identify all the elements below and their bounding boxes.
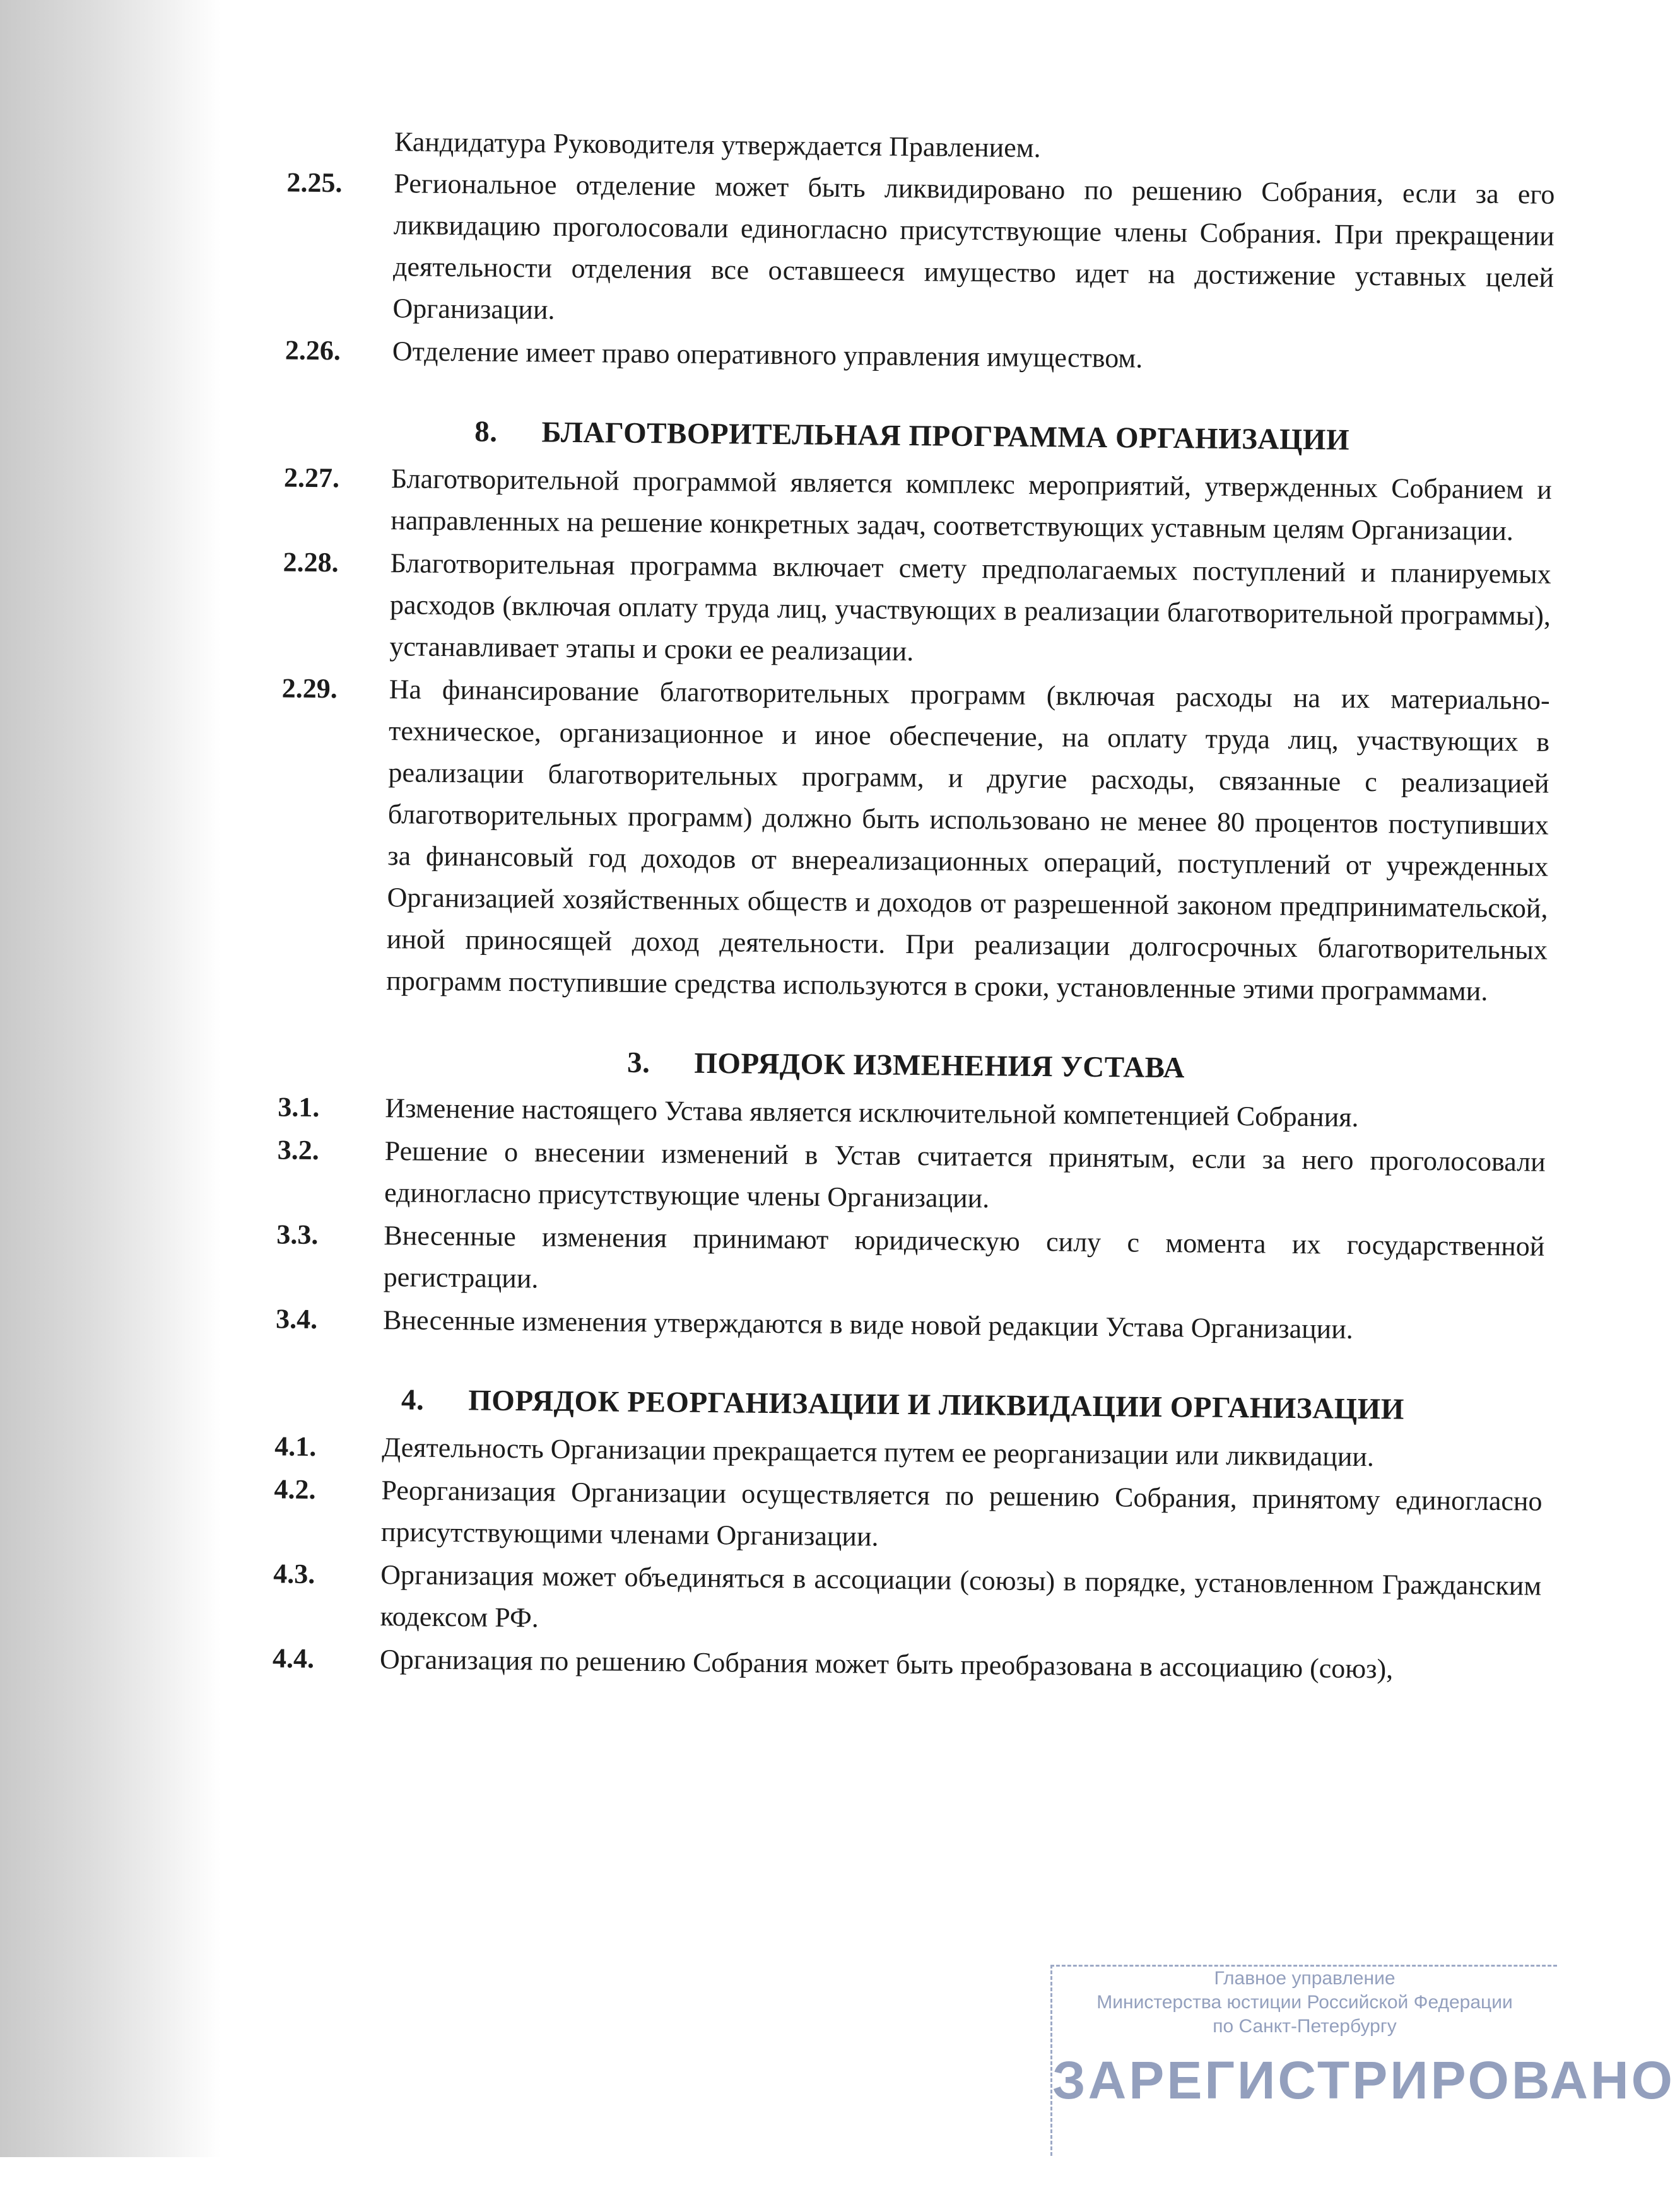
section-number: 4.: [401, 1383, 425, 1417]
intro-line: Кандидатура Руководителя утверждается Правлением.: [394, 126, 1041, 163]
clause-text: Решение о внесении изменений в Устав считается принятым, если за него проголосовали единогласно присутствующие члены Организации.: [384, 1135, 1546, 1214]
clause-text: Благотворительная программа включает смету предполагаемых поступлений и планируемых расходов (включая оплату труда лиц, участвующих в реализации благотворительной программы), устанавливает этапы и сроки ее реализации.: [389, 547, 1551, 667]
section-number: 3.: [626, 1046, 650, 1080]
clause-number: 3.2.: [277, 1134, 319, 1166]
stamp-line-1: Главное управление: [1214, 1968, 1396, 1989]
clause-text: Организация может объединяться в ассоциации (союзы) в порядке, установленном Гражданским кодексом РФ.: [380, 1559, 1542, 1634]
clause-text: Реорганизация Организации осуществляется по решению Собрания, принятому единогласно присутствующими членами Организации.: [380, 1475, 1543, 1552]
clause-text: Внесенные изменения утверждаются в виде новой редакции Устава Организации.: [382, 1304, 1354, 1345]
scan-edge-shadow: [0, 0, 221, 2157]
clause-number: 2.25.: [286, 167, 343, 199]
scan-bottom-margin: [0, 2157, 1563, 2212]
section-heading-3: [266, 1038, 1547, 1092]
clause-number: 3.3.: [276, 1219, 319, 1251]
clause-2-27: [271, 457, 1552, 552]
clause-number: 4.4.: [272, 1642, 315, 1675]
clause-2-25: [273, 161, 1555, 340]
clause-number: 4.1.: [274, 1431, 317, 1463]
clause-4-3: [260, 1553, 1541, 1648]
clause-text: Региональное отделение может быть ликвидировано по решению Собрания, если за его ликвидацию проголосовали единогласно присутствующие члены Собрания. При прекращении деятельности отделения все оставшееся имущество идет на достижение уставных целей Организации.: [392, 168, 1555, 325]
clause-text: Внесенные изменения принимают юридическую силу с момента их государственной регистрации.: [383, 1220, 1545, 1294]
clause-text: Деятельность Организации прекращается путем ее реорганизации или ликвидации.: [381, 1432, 1375, 1473]
stamp-line-3: по Санкт-Петербургу: [1213, 2016, 1397, 2037]
document-page: [256, 120, 1675, 2150]
clause-text: Благотворительной программой является комплекс мероприятий, утвержденных Собранием и направленных на решение конкретных задач, соответствующих уставным целям Организации.: [391, 463, 1553, 547]
clause-number: 2.28.: [283, 546, 339, 578]
clause-number: 2.26.: [285, 334, 341, 366]
clause-2-28: [269, 541, 1551, 678]
clause-4-2: [261, 1468, 1543, 1564]
clause-number: 4.3.: [273, 1558, 315, 1590]
stamp-registered: ЗАРЕГИСТРИРОВАНО: [1052, 2051, 1675, 2110]
section-title: ПОРЯДОК РЕОРГАНИЗАЦИИ И ЛИКВИДАЦИИ ОРГАНИЗАЦИИ: [467, 1384, 1405, 1426]
section-title: БЛАГОТВОРИТЕЛЬНАЯ ПРОГРАММА ОРГАНИЗАЦИИ: [541, 416, 1350, 457]
section-heading-4: [262, 1378, 1544, 1431]
clause-number: 3.4.: [275, 1303, 318, 1335]
clause-number: 2.27.: [283, 462, 340, 494]
section-title: ПОРЯДОК ИЗМЕНЕНИЯ УСТАВА: [694, 1046, 1185, 1085]
clause-number: 4.2.: [274, 1473, 316, 1506]
clause-text: На финансирование благотворительных программ (включая расходы на их материально-техническое, организационное и иное обеспечение, на оплату труда лиц, участвующих в реализации благотворительных программ, и другие расходы, связанные с реализацией благотворительных программ) должно быть использовано не менее 80 процентов поступивших за финансовый год доходов от внереализационных операций, поступлений от учрежденных Организацией хозяйственных обществ и доходов от разрешенной законом предпринимательской, иной приносящей доход деятельности. При реализации долгосрочных благотворительных программ поступившие средства используются в сроки, установленные этими программами.: [386, 674, 1550, 1007]
clause-3-3: [263, 1214, 1544, 1309]
clause-number: 2.29.: [281, 672, 338, 705]
clause-number: 3.1.: [278, 1091, 320, 1123]
section-number: 8.: [474, 415, 498, 448]
stamp-line-2: Министерства юстиции Российской Федерации: [1096, 1992, 1513, 2013]
clause-2-29: [266, 667, 1550, 1012]
clause-text: Отделение имеет право оперативного управления имуществом.: [392, 336, 1143, 374]
clause-3-2: [264, 1129, 1546, 1224]
clause-text: Изменение настоящего Устава является исключительной компетенцией Собрания.: [385, 1092, 1359, 1133]
section-heading-8: [271, 409, 1553, 462]
clause-text: Организация по решению Собрания может быть преобразована в ассоциацию (союз),: [379, 1644, 1394, 1685]
registration-stamp: [1050, 1965, 1675, 2156]
